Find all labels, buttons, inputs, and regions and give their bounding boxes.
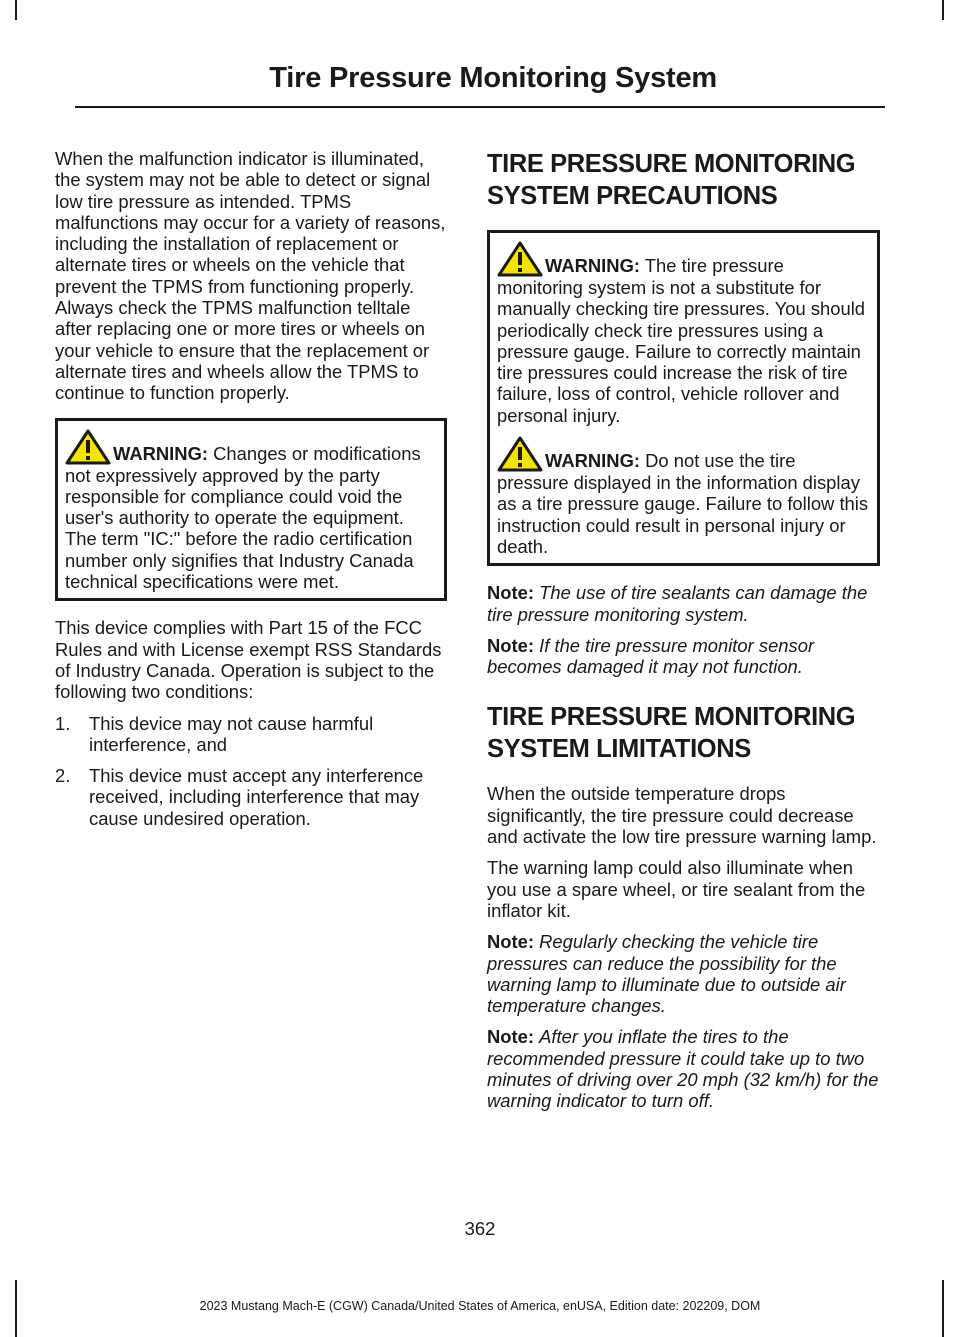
crop-mark-top-left — [15, 0, 17, 20]
warning-triangle-icon — [497, 241, 543, 277]
page-footer: 2023 Mustang Mach-E (CGW) Canada/United States of America, enUSA, Edition date: 202209, DOM — [199, 1299, 761, 1313]
warning-text: Changes or modifications not expressively approved by the party responsible for compliance could void the user's authority to operate the equipment. The term "IC:" before the radio certification number only signifies that Industry Canada technical specifications were met. — [65, 442, 421, 593]
limitations-paragraph: When the outside temperature drops significantly, the tire pressure could decrease and activate the low tire pressure warning lamp. — [487, 783, 877, 848]
warning-text: The tire pressure monitoring system is not a substitute for manually checking tire pressures. You should periodically check tire pressures using a pressure gauge. Failure to correctly maintain tire pressures could increase the risk of tire failure, loss of control, vehicle rollover and personal injury. — [497, 255, 866, 426]
right-column — [487, 148, 880, 1122]
warning-box-modifications — [55, 418, 447, 602]
note-text: If the tire pressure monitor sensor becomes damaged it may not function. — [487, 634, 815, 678]
page-number: 362 — [464, 1218, 496, 1239]
list-item-text: This device may not cause harmful interference, and — [89, 712, 374, 755]
heading-line: TIRE PRESSURE MONITORING — [487, 703, 856, 732]
page-title: Tire Pressure Monitoring System — [269, 62, 717, 94]
warning-text: Do not use the tire pressure displayed in the information display as a tire pressure gauge. Failure to follow this instruction could result in personal injury or death. — [497, 450, 869, 557]
note-temperature — [487, 931, 880, 1016]
list-item — [55, 713, 447, 756]
warning-triangle-icon — [497, 436, 543, 472]
note-label: Note: — [487, 931, 534, 953]
warning-label: WARNING: — [545, 450, 641, 472]
crop-mark-top-right — [942, 0, 944, 20]
compliance-paragraph: This device complies with Part 15 of the FCC Rules and with License exempt RSS Standards of Industry Canada. Operation is subject to the following two conditions: — [55, 617, 442, 703]
note-label: Note: — [487, 582, 534, 604]
warning-box-precautions — [487, 230, 880, 566]
list-item — [55, 765, 447, 829]
warning-label: WARNING: — [545, 255, 641, 276]
precautions-heading — [487, 148, 880, 212]
list-item-number: 1. — [55, 712, 71, 734]
note-inflate — [487, 1026, 880, 1111]
page-header — [75, 60, 885, 108]
warning-label: WARNING: — [113, 442, 209, 464]
list-item-number: 2. — [55, 765, 71, 787]
malfunction-paragraph: When the malfunction indicator is illuminated, the system may not be able to detect or signal low tire pressure as intended. TPMS malfunctions may occur for a variety of reasons, including the installation of replacement or alternate tires or wheels on the vehicle that prevent the TPMS from functioning properly. Always check the TPMS malfunction telltale after replacing one or more tires or wheels on your vehicle to ensure that the replacement or alternate tires and wheels allow the TPMS to continue to function properly. — [55, 148, 446, 404]
note-text: The use of tire sealants can damage the tire pressure monitoring system. — [487, 582, 868, 625]
warning-triangle-icon — [65, 429, 111, 465]
note-sensor — [487, 635, 880, 678]
list-item-text: This device must accept any interference received, including interference that may cause undesired operation. — [89, 765, 424, 829]
left-column — [55, 148, 447, 839]
warning-paragraph — [497, 436, 870, 557]
heading-line: SYSTEM LIMITATIONS — [487, 735, 751, 764]
note-sealants — [487, 582, 880, 625]
warning-paragraph — [497, 241, 870, 426]
note-text: After you inflate the tires to the recommended pressure it could take up to two minutes of driving over 20 mph (32 km/h) for the warning indicator to turn off. — [487, 1026, 879, 1112]
note-label: Note: — [487, 634, 534, 656]
warning-paragraph — [65, 429, 437, 593]
note-label: Note: — [487, 1026, 534, 1048]
conditions-list — [55, 713, 447, 829]
limitations-paragraph: The warning lamp could also illuminate when you use a spare wheel, or tire sealant from the inflator kit. — [487, 857, 866, 921]
heading-line: SYSTEM PRECAUTIONS — [487, 182, 778, 210]
limitations-heading — [487, 701, 880, 765]
note-text: Regularly checking the vehicle tire pressures can reduce the possibility for the warning lamp to illuminate due to outside air temperature changes. — [487, 931, 846, 1017]
heading-line: TIRE PRESSURE MONITORING — [487, 150, 856, 178]
